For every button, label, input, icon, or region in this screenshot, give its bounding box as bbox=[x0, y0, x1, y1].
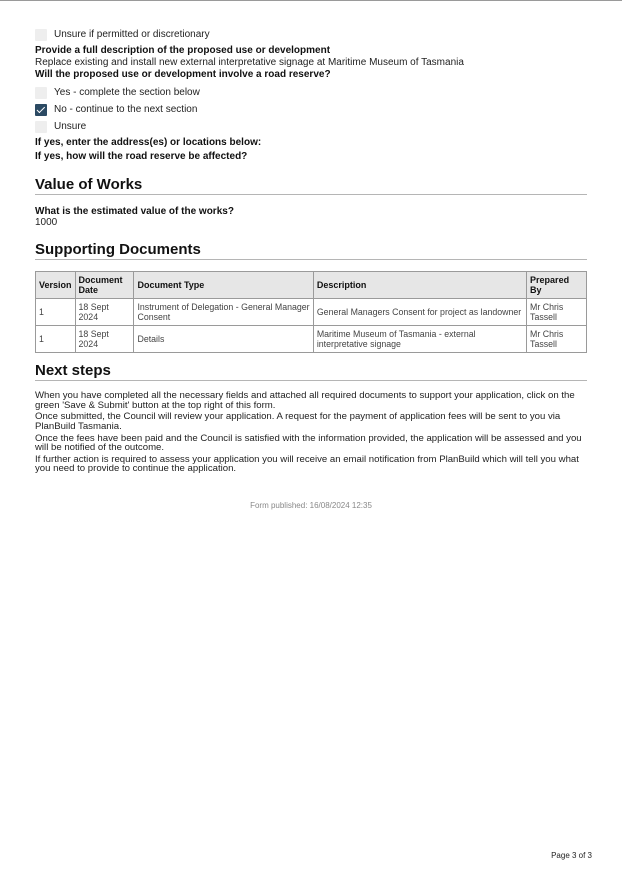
column-header-version: Version bbox=[36, 272, 76, 299]
cell-version: 1 bbox=[36, 326, 76, 353]
cell-date: 18 Sept 2024 bbox=[75, 326, 134, 353]
supporting-documents-title: Supporting Documents bbox=[35, 241, 587, 260]
documents-table bbox=[35, 271, 587, 353]
table-row bbox=[36, 326, 587, 353]
cell-description: Maritime Museum of Tasmania - external interpretative signage bbox=[313, 326, 526, 353]
column-header-date: Document Date bbox=[75, 272, 134, 299]
value-of-works-title: Value of Works bbox=[35, 176, 587, 195]
checkbox-icon[interactable] bbox=[35, 121, 47, 133]
permit-option-unsure[interactable] bbox=[35, 28, 587, 42]
cell-type: Details bbox=[134, 326, 313, 353]
top-rule bbox=[0, 0, 622, 1]
next-steps-paragraph: If further action is required to assess your application you will receive an email notification from PlanBuild which will tell you what you need to provide to continue the application. bbox=[35, 453, 579, 475]
road-reserve-affect-question: If yes, how will the road reserve be affected? bbox=[35, 151, 248, 162]
road-reserve-option-yes[interactable] bbox=[35, 86, 587, 100]
checkbox-label: Unsure bbox=[54, 120, 87, 132]
next-steps-title: Next steps bbox=[35, 362, 587, 381]
table-header-row bbox=[36, 272, 587, 299]
cell-version: 1 bbox=[36, 299, 76, 326]
road-reserve-option-unsure[interactable] bbox=[35, 120, 587, 134]
form-published-footer: Form published: 16/08/2024 12:35 bbox=[250, 501, 372, 510]
form-page bbox=[35, 28, 587, 476]
checkbox-icon[interactable] bbox=[35, 87, 47, 99]
cell-prepared-by: Mr Chris Tassell bbox=[527, 299, 587, 326]
checkbox-label: No - continue to the next section bbox=[54, 103, 198, 115]
value-answer: 1000 bbox=[35, 217, 58, 229]
checkbox-label: Yes - complete the section below bbox=[54, 86, 200, 98]
road-reserve-question: Will the proposed use or development involve a road reserve? bbox=[35, 69, 331, 80]
column-header-prepared-by: Prepared By bbox=[527, 272, 587, 299]
page-number: Page 3 of 3 bbox=[551, 851, 592, 860]
value-question: What is the estimated value of the works? bbox=[35, 205, 234, 217]
description-answer: Replace existing and install new external interpretative signage at Maritime Museum of Tasmania bbox=[35, 56, 464, 68]
column-header-description: Description bbox=[313, 272, 526, 299]
cell-description: General Managers Consent for project as landowner bbox=[313, 299, 526, 326]
road-reserve-option-no[interactable] bbox=[35, 103, 587, 117]
column-header-type: Document Type bbox=[134, 272, 313, 299]
table-row bbox=[36, 299, 587, 326]
checkmark-icon[interactable] bbox=[35, 104, 47, 116]
cell-date: 18 Sept 2024 bbox=[75, 299, 134, 326]
next-steps-paragraph: Once submitted, the Council will review your application. A request for the payment of application fees will be sent to you via PlanBuild Tasmania. bbox=[35, 411, 561, 433]
cell-type: Instrument of Delegation - General Manager Consent bbox=[134, 299, 313, 326]
description-question: Provide a full description of the proposed use or development bbox=[35, 45, 331, 56]
next-steps-paragraph: Once the fees have been paid and the Council is satisfied with the information provided, the application will be assessed and you will be notified of the outcome. bbox=[35, 432, 582, 454]
cell-prepared-by: Mr Chris Tassell bbox=[527, 326, 587, 353]
checkbox-icon[interactable] bbox=[35, 29, 47, 41]
checkbox-label: Unsure if permitted or discretionary bbox=[54, 29, 210, 41]
next-steps-paragraph: When you have completed all the necessary fields and attached all required documents to support your application, click on the green 'Save & Submit' button at the top right of this form. bbox=[35, 390, 575, 411]
road-reserve-address-question: If yes, enter the address(es) or locations below: bbox=[35, 136, 262, 148]
